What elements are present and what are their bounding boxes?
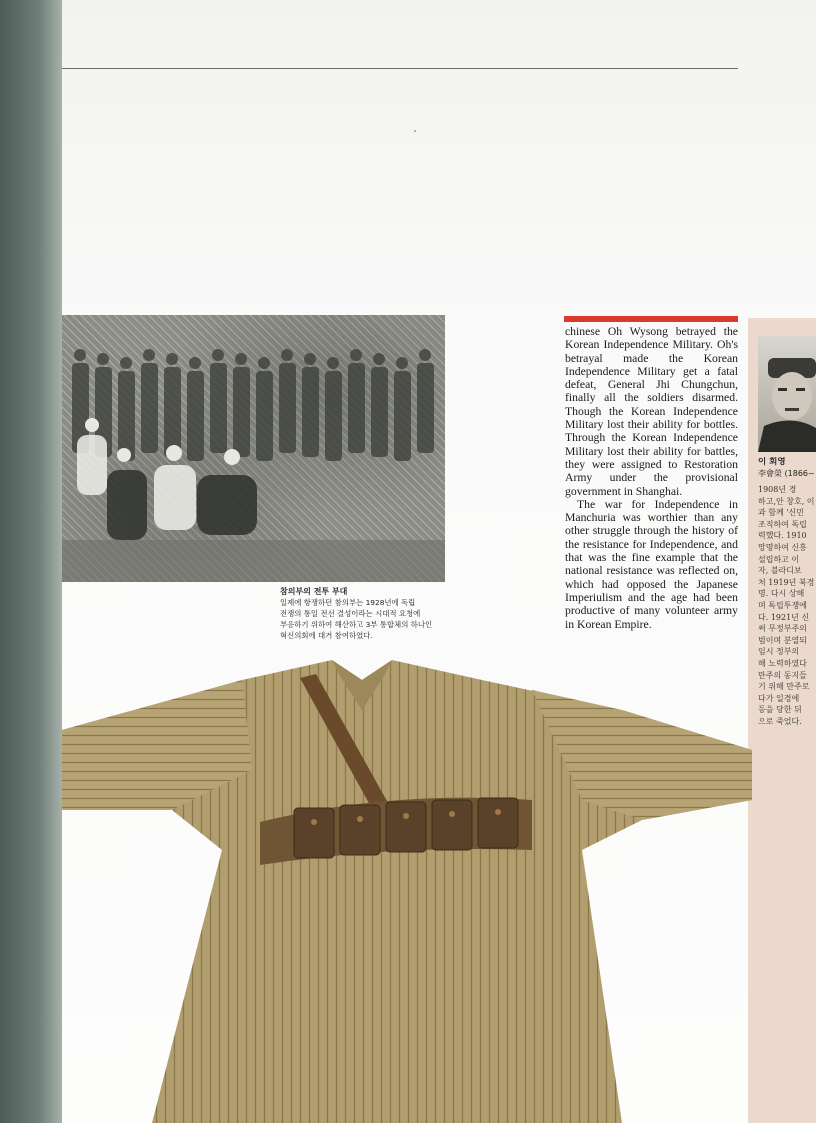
soldier-body (256, 371, 273, 461)
soldiers-group-photo (62, 315, 445, 582)
biography-line: 자, 블라디보 (758, 566, 802, 576)
soldier-head (373, 353, 385, 365)
soldier-body (371, 367, 388, 457)
soldier-head (212, 349, 224, 361)
portrait-figure (758, 336, 816, 452)
section-accent-bar (564, 316, 738, 322)
soldier-body (279, 363, 296, 453)
biography-line: 으로 죽었다. (758, 716, 802, 726)
soldier-body (394, 371, 411, 461)
soldier-head (304, 353, 316, 365)
article-paragraph: The war for Independence in Manchuria was worthier than any other struggle through the history of the resistance for Independence, and that was the fine example that the national resistance was reflected on, which had opposed the Japanese Imperiulism and the age had been productive of many volunteer army in Korean Empire. (565, 497, 738, 631)
soldier-head (419, 349, 431, 361)
paper-speck (414, 130, 416, 132)
biography-line: 범이며 분열되 (758, 635, 807, 645)
biography-line: 망명하여 신흥 (758, 542, 807, 552)
biography-hanja: 李會榮 (1866~ (758, 469, 815, 478)
biography-line: 력했다. 1910 (758, 531, 807, 541)
biography-sidebar (748, 318, 816, 1123)
soldier-head (189, 357, 201, 369)
biography-line: 하고,안 창호, 이 (758, 496, 815, 506)
biography-line: 1908년 경 (758, 485, 797, 494)
soldier-head (281, 349, 293, 361)
top-rule (62, 68, 738, 69)
soldier-body (141, 363, 158, 453)
padded-coat-illustration (62, 650, 752, 1123)
biography-name-block (758, 457, 816, 479)
photo-caption-line: 일제에 항쟁하던 참의부는 1928년에 독립 (280, 598, 416, 607)
photo-caption-title: 참의부의 전투 부대 (280, 587, 348, 596)
photo-caption-line: 전쟁의 통일 전선 결성이라는 시대적 요청에 (280, 609, 421, 618)
photo-caption (280, 586, 460, 641)
soldier-body (187, 371, 204, 461)
soldier-head (97, 353, 109, 365)
biography-line: 만주의 동지들 (758, 670, 807, 680)
soldier-body (302, 367, 319, 457)
biography-text (758, 484, 816, 784)
soldier-body (233, 367, 250, 457)
soldier-head (350, 349, 362, 361)
soldier-head (120, 357, 132, 369)
soldiers-photo-figures (62, 315, 445, 582)
biography-line: 조직하여 독립 (758, 519, 807, 529)
biography-line: 처 1919년 북경 (758, 577, 815, 587)
biography-line: 등을 당한 뒤 (758, 705, 802, 715)
photo-caption-line: 부응하기 위하여 해산하고 3부 통합체의 하나인 (280, 620, 433, 629)
biography-line: 해 노력하였다 (758, 658, 807, 668)
biography-line: 다가 일경에 (758, 693, 800, 703)
article-body (565, 325, 738, 631)
portrait-photo (758, 336, 816, 452)
soldier-body (118, 371, 135, 461)
soldier-head (143, 349, 155, 361)
soldier-body (417, 363, 434, 453)
soldier-head (166, 353, 178, 365)
soldier-head (396, 357, 408, 369)
soldier-body (210, 363, 227, 453)
biography-line: 다. 1921년 신 (758, 612, 810, 622)
biography-line: 기 위해 만주로 (758, 682, 810, 692)
soldier-head (327, 357, 339, 369)
biography-line: 써 무정부주의 (758, 624, 807, 634)
biography-line: 명. 다시 상해 (758, 589, 805, 599)
biography-line: 설립하고 이 (758, 554, 800, 564)
biography-line: 임시 정부의 (758, 647, 800, 657)
photo-caption-line: 혁신의회에 대거 참여하였다. (280, 631, 373, 640)
book-gutter-shadow (0, 0, 70, 1123)
book-page (62, 0, 816, 1123)
biography-line: 며 독립투쟁에 (758, 600, 807, 610)
soldier-body (325, 371, 342, 461)
soldier-body (348, 363, 365, 453)
soldier-body (164, 367, 181, 457)
soldier-head (235, 353, 247, 365)
soldier-head (74, 349, 86, 361)
soldier-head (258, 357, 270, 369)
article-paragraph: chinese Oh Wysong betrayed the Korean Independence Military. Oh's betrayal made the Korean Independence Military get a fatal defeat, General Jhi Chungchun, finally all the soldiers disarmed. Though the Korean Independence Military lost their ability for bottles. Through the Korean Independence Military lost their ability for battles, they were assigned to Restoration Army under the provisional government in Shanghai. (565, 325, 738, 498)
biography-name: 이 회영 (758, 457, 786, 467)
biography-line: 과 함께 '신민 (758, 508, 804, 518)
